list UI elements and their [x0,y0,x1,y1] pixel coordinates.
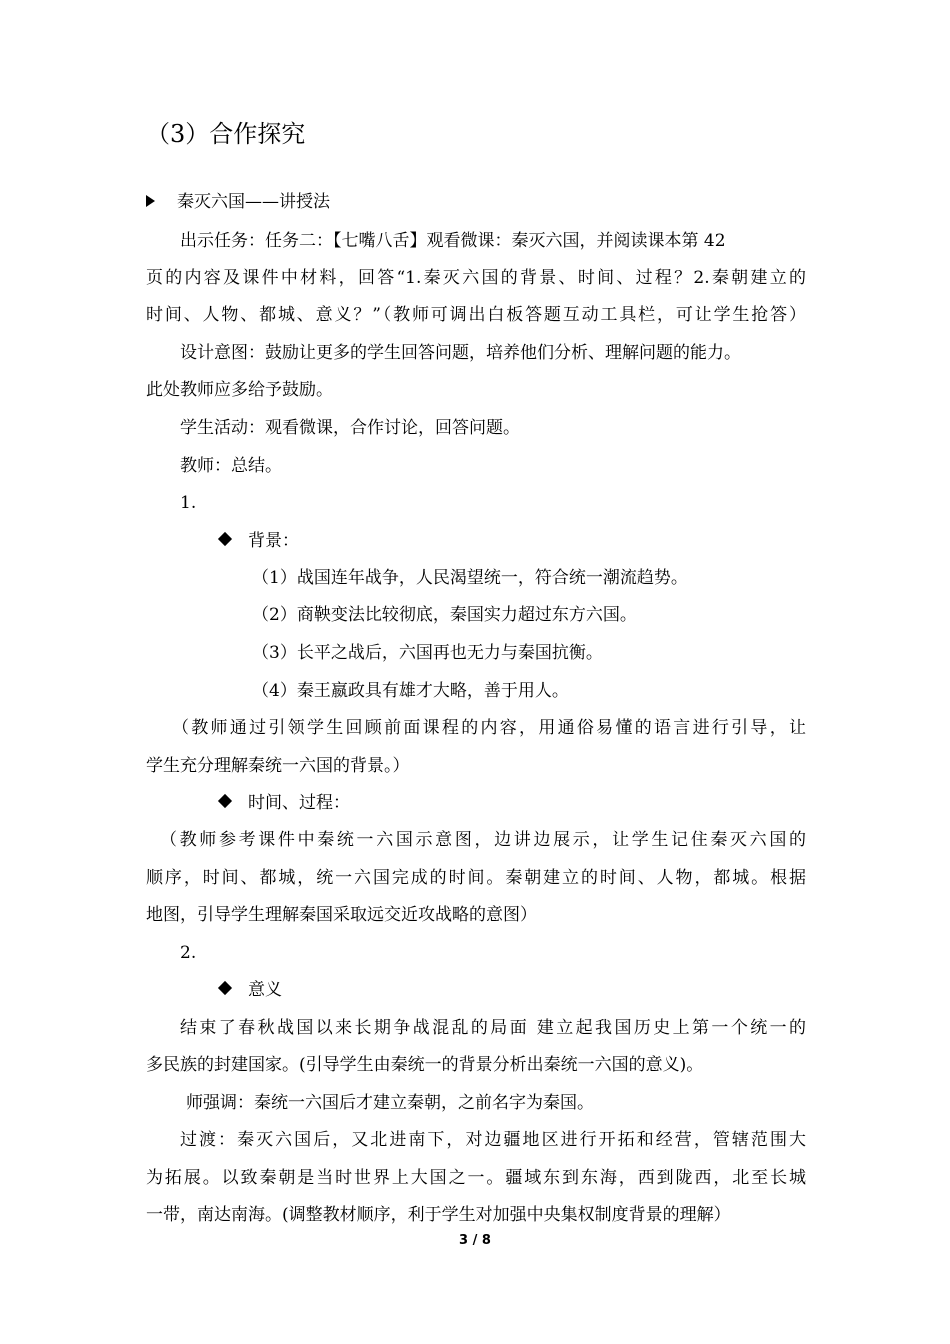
background-note-line-1: （教师通过引领学生回顾前面课程的内容，用通俗易懂的语言进行引导，让 [172,718,806,738]
diamond-bullet-icon [218,981,232,995]
time-note-line-2: 顺序，时间、都城，统一六国完成的时间。秦朝建立的时间、人物，都城。根据 [146,868,806,888]
background-label: 背景： [248,531,299,551]
diamond-bullet-icon [218,794,232,808]
emphasis: 师强调：秦统一六国后才建立秦朝，之前名字为秦国。 [186,1093,594,1113]
background-heading [220,529,299,553]
bullet-title: 秦灭六国——讲授法 [177,192,330,212]
bullet-item [146,190,330,214]
background-item: （3）长平之战后，六国再也无力与秦国抗衡。 [252,643,603,663]
meaning-line-2: 多民族的封建国家。(引导学生由秦统一的背景分析出秦统一六国的意义)。 [146,1055,704,1075]
task-line-1: 出示任务：任务二：【七嘴八舌】观看微课：秦灭六国，并阅读课本第 42 [180,231,726,251]
task-line-3: 时间、人物、都城、意义？”（教师可调出白板答题互动工具栏，可让学生抢答） [146,305,806,325]
time-note-line-3: 地图，引导学生理解秦国采取远交近攻战略的意图） [146,905,537,925]
arrow-bullet-icon [146,195,155,207]
background-item: （1）战国连年战争，人民渴望统一，符合统一潮流趋势。 [252,568,688,588]
meaning-heading [220,978,282,1002]
diamond-bullet-icon [218,532,232,546]
background-note-line-2: 学生充分理解秦统一六国的背景。） [146,756,410,776]
time-note-line-1: （教师参考课件中秦统一六国示意图，边讲边展示，让学生记住秦灭六国的 [160,830,806,850]
time-heading [220,791,350,815]
section-heading: （3）合作探究 [146,120,306,148]
student-activity: 学生活动：观看微课，合作讨论，回答问题。 [180,418,520,438]
background-item: （4）秦王嬴政具有雄才大略，善于用人。 [252,681,569,701]
page-number: 3 / 8 [459,1233,491,1248]
number-1: 1. [180,493,197,513]
design-line-2: 此处教师应多给予鼓励。 [146,380,333,400]
time-label: 时间、过程： [248,793,350,813]
meaning-label: 意义 [248,980,282,1000]
number-2: 2. [180,943,197,963]
transition-line-1: 过渡：秦灭六国后，又北进南下，对边疆地区进行开拓和经营，管辖范围大 [180,1130,806,1150]
transition-line-2: 为拓展。以致秦朝是当时世界上大国之一。疆域东到东海，西到陇西，北至长城 [146,1168,806,1188]
background-item: （2）商鞅变法比较彻底，秦国实力超过东方六国。 [252,605,637,625]
task-line-2: 页的内容及课件中材料，回答“1.秦灭六国的背景、时间、过程？2.秦朝建立的 [146,268,806,288]
teacher-summary: 教师：总结。 [180,456,282,476]
meaning-line-1: 结束了春秋战国以来长期争战混乱的局面 建立起我国历史上第一个统一的 [180,1018,806,1038]
design-line-1: 设计意图：鼓励让更多的学生回答问题，培养他们分析、理解问题的能力。 [180,343,741,363]
transition-line-3: 一带，南达南海。(调整教材顺序，利于学生对加强中央集权制度背景的理解） [146,1205,731,1225]
